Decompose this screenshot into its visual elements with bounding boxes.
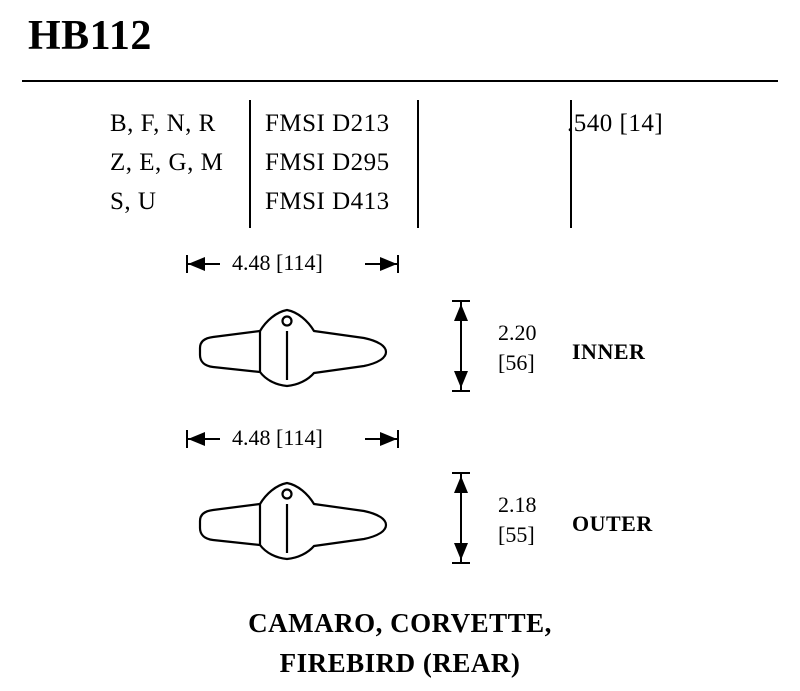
- spec-table: [110, 104, 710, 230]
- inner-height-metric: [56]: [498, 350, 535, 375]
- compound-code-column: [110, 104, 240, 221]
- inner-width-label: 4.48 [114]: [232, 250, 323, 275]
- page-title: HB112: [28, 13, 152, 59]
- fmsi-column: [265, 104, 425, 221]
- thickness-value: .540 [14]: [567, 110, 664, 137]
- compound-code-row: B, F, N, R: [110, 110, 216, 137]
- outer-height-value: 2.18: [498, 492, 537, 517]
- outer-height-label: [498, 490, 537, 550]
- outer-height-metric: [55]: [498, 522, 535, 547]
- outer-pad-shape: [186, 473, 406, 563]
- outer-width-dimension: [186, 430, 399, 448]
- thickness-column: [567, 104, 717, 143]
- inner-position-label: INNER: [572, 339, 646, 364]
- vehicle-application-line-1: CAMARO, CORVETTE,: [248, 608, 552, 638]
- inner-pad-shape: [186, 300, 406, 390]
- header-divider: [22, 80, 778, 82]
- inner-height-value: 2.20: [498, 320, 537, 345]
- inner-width-dimension: [186, 255, 399, 273]
- compound-code-row: Z, E, G, M: [110, 149, 224, 176]
- fmsi-row: FMSI D213: [265, 110, 390, 137]
- outer-height-dimension: [452, 472, 470, 564]
- fmsi-row: FMSI D413: [265, 188, 390, 215]
- inner-height-label: [498, 318, 537, 378]
- outer-width-label: 4.48 [114]: [232, 425, 323, 450]
- compound-code-row: S, U: [110, 188, 157, 215]
- inner-height-dimension: [452, 300, 470, 392]
- vehicle-application-line-2: FIREBIRD (REAR): [279, 648, 521, 678]
- fmsi-row: FMSI D295: [265, 149, 390, 176]
- outer-position-label: OUTER: [572, 511, 653, 536]
